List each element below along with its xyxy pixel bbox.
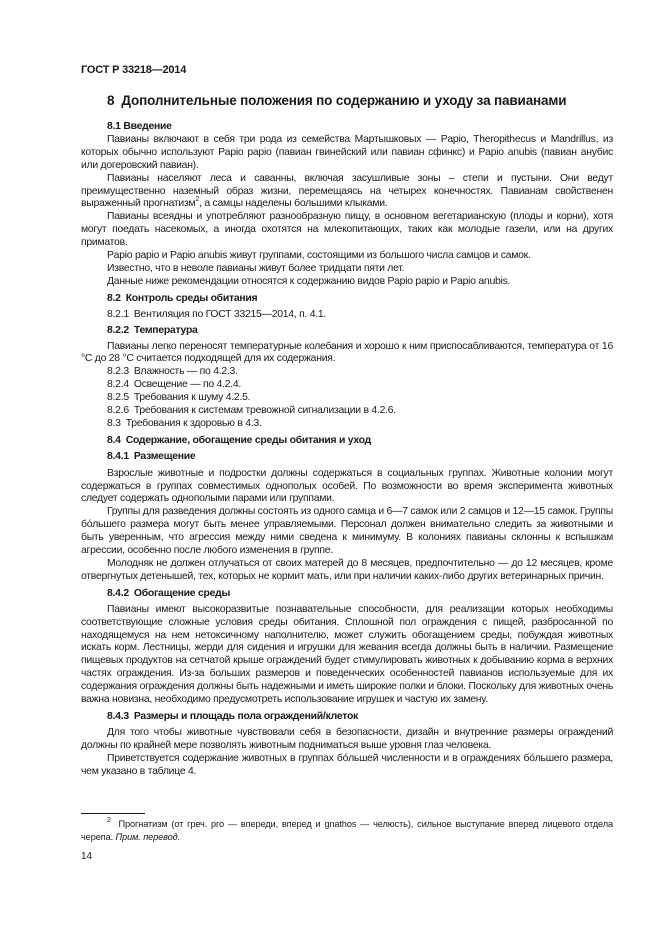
translator-note: Прим. перевод. bbox=[115, 831, 181, 842]
clause-8-2-4: 8.2.4 Освещение — по 4.2.4. bbox=[107, 379, 242, 391]
paragraph: Для того чтобы животные чувствовали себя в безопасности, дизайн и внутренние размеры ограждений должны по крайней мере позволять животным подниматься выше уровня глаз человека. bbox=[81, 726, 613, 751]
subsection-heading-8-2-2: 8.2.2 Температура bbox=[107, 324, 198, 336]
subsection-heading-8-1: 8.1 Введение bbox=[107, 121, 172, 132]
footnote: $^2$ Прогнатизм (от греч. pro — впереди, вперед и gnathos — челюсть), сильное выступание вперед лицевого отдела черепа. Прим. перевод. bbox=[81, 816, 614, 842]
subsection-heading-8-4-2: 8.4.2 Обогащение среды bbox=[107, 587, 231, 599]
subsection-heading-8-4: 8.4 Содержание, обогащение среды обитания и уход bbox=[107, 434, 371, 446]
paragraph: Известно, что в неволе павианы живут более тридцати пяти лет. bbox=[107, 262, 405, 274]
clause-8-2-6: 8.2.6 Требования к системам тревожной сигнализации в 4.2.6. bbox=[107, 405, 396, 417]
footnote-divider bbox=[81, 813, 145, 814]
subsection-heading-8-4-3: 8.4.3 Размеры и площадь пола ограждений/клеток bbox=[107, 710, 358, 722]
clause-8-3: 8.3 Требования к здоровью в 4.3. bbox=[107, 417, 262, 429]
paragraph: Павианы населяют леса и саванны, включая засушливые зоны – степи и пустыни. Они ведут преимущественно наземный образ жизни, перемещаясь на четырех конечностях. Павианам свойственен выраженный прогнатизм$^2$, а самцы наделены большими клыками. bbox=[81, 172, 613, 210]
paragraph: Взрослые животные и подростки должны содержаться в социальных группах. Животные колонии могут содержаться в группах совместимых однополых особей. По возможности во время эксперимента животных следует содержать однополыми парами или группами. bbox=[81, 467, 613, 505]
footnote-marker: 2 bbox=[107, 816, 111, 824]
document-header: ГОСТ Р 33218—2014 bbox=[81, 64, 187, 76]
section-title: Дополнительные положения по содержанию и уходу за павианами bbox=[121, 93, 567, 108]
paragraph: Молодняк не должен отлучаться от своих матерей до 8 месяцев, предпочтительно — до 12 месяцев, кроме отвергнутых детенышей, тех, которых не кормит мать, или при наличии каких-либо других ветеринарных причин. bbox=[81, 558, 613, 582]
paragraph: Papio papio и Papio anubis живут группами, состоящими из большого числа самцов и самок. bbox=[107, 250, 531, 262]
paragraph: Данные ниже рекомендации относятся к содержанию видов Papio papio и Papio anubis. bbox=[107, 275, 511, 287]
section-number: 8 bbox=[107, 93, 115, 108]
paragraph: Павианы включают в себя три рода из семейства Мартышковых — Papio, Theropithecus и Mandrillus, из которых обычно используют Papio papio (павиан гвинейский или павиан сфинкс) и Papio anubis (павиан анубис или догеровский павиан). bbox=[81, 133, 613, 171]
paragraph: Павианы имеют высокоразвитые познавательные способности, для реализации которых необходимы соответствующие сложные условия среды обитания. Сплошной пол ограждения с пищей, разбросанной по находящемуся на нем нетоксичному наполнителю, может служить обогащением среды, побуждая животных искать корм. Лестницы, жерди для сидения и игрушки для жевания всегда должны быть в наличии. Размещение пищевых продуктов на сетчатой крыше ограждений будет стимулировать животных к добыванию корма в верхних частях ограждения. Из-за больших размеров и поведенческих особенностей павианов используемые для их содержания ограждения должны быть надежными и иметь широкие полки и блоки. Поскольку для животных очень важна новизна, необходимо предусмотреть использование игрушек и частую их замену. bbox=[81, 603, 613, 706]
section-heading bbox=[107, 93, 566, 108]
paragraph: Приветствуется содержание животных в группах бóльшей численности и в ограждениях бóльшего размера, чем указано в таблице 4. bbox=[81, 752, 613, 777]
document-body bbox=[81, 121, 613, 779]
paragraph: Павианы легко переносят температурные колебания и хорошо к ним приспосабливаются, температура от 16 °С до 28 °С считается подходящей для их содержания. bbox=[81, 340, 613, 365]
subsection-heading-8-2: 8.2 Контроль среды обитания bbox=[107, 292, 258, 304]
clause-8-2-3: 8.2.3 Влажность — по 4.2.3. bbox=[107, 366, 238, 378]
clause-8-2-1: 8.2.1 Вентиляция по ГОСТ 33215—2014, п. 4.1. bbox=[107, 308, 327, 320]
page-number: 14 bbox=[81, 851, 93, 862]
footnote-ref[interactable]: 2 bbox=[195, 195, 200, 203]
clause-8-2-5: 8.2.5 Требования к шуму 4.2.5. bbox=[107, 392, 251, 404]
paragraph: Павианы всеядны и употребляют разнообразную пищу, в основном вегетарианскую (плоды и корни), хотя могут поедать насекомых, а иногда охотятся на млекопитающих, таких как молодые газели, или на других приматов. bbox=[81, 211, 613, 249]
subsection-heading-8-4-1: 8.4.1 Размещение bbox=[107, 450, 196, 462]
paragraph: Группы для разведения должны состоять из одного самца и 6—7 самок или 2 самцов и 12—15 самок. Группы бóльшего размера могут быть менее управляемыми. Персонал должен внимательно следить за животными и быть уверенным, что агрессия между ними сведена к минимуму. В колониях павианы склонны к вспышкам агрессии, особенно после любого изменения в группе. bbox=[81, 506, 614, 557]
